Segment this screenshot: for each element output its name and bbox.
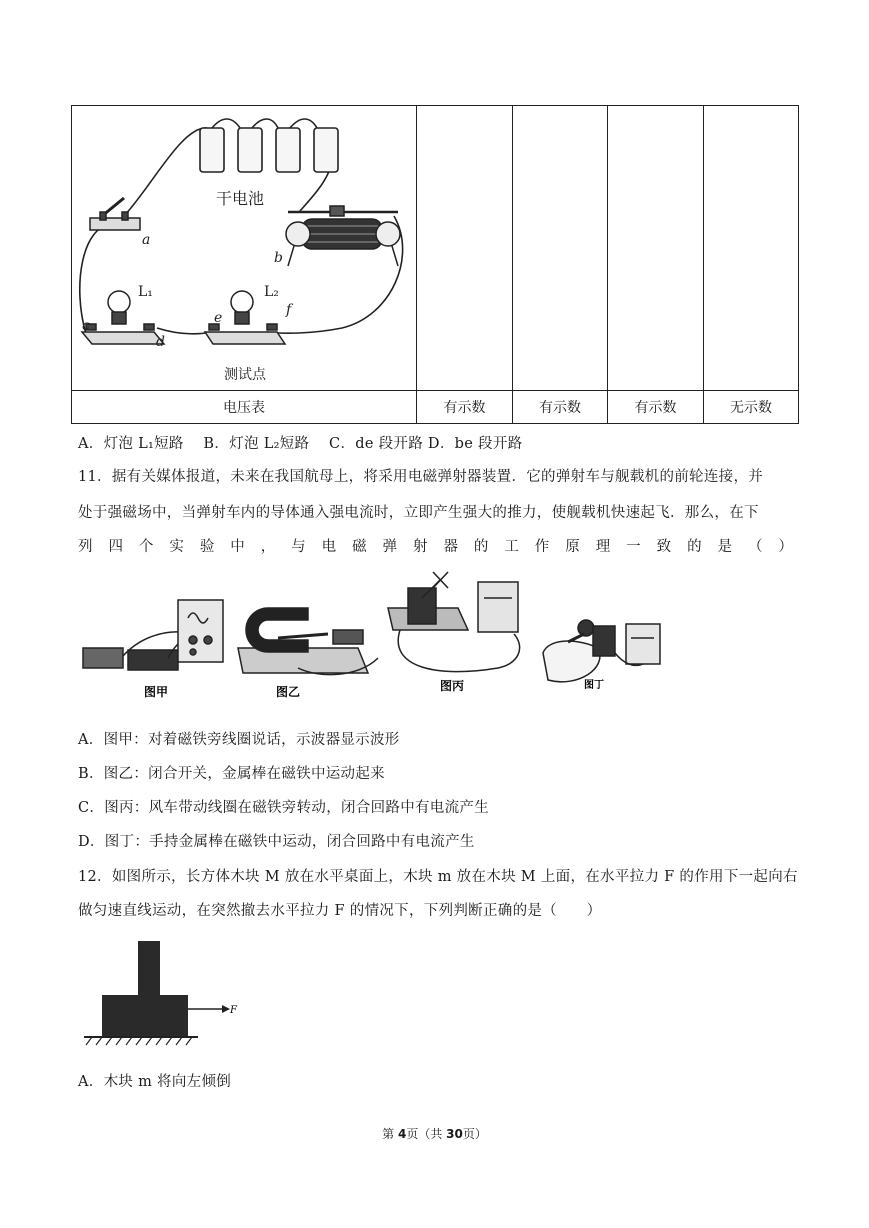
surface-hatching bbox=[86, 1037, 192, 1045]
battery-group bbox=[200, 128, 338, 172]
figure-label-yi: 图乙 bbox=[276, 685, 301, 699]
figure-label-bing: 图丙 bbox=[440, 679, 465, 693]
test-point-label: 测试点 bbox=[224, 367, 266, 383]
rheostat bbox=[286, 206, 400, 266]
q12-block-figure bbox=[80, 935, 250, 1050]
force-arrow-head bbox=[222, 1005, 230, 1013]
block-m-large bbox=[102, 995, 188, 1037]
lamp-l1-label: L₁ bbox=[138, 284, 153, 300]
point-c-label: c bbox=[82, 318, 90, 334]
empty-cell bbox=[417, 106, 513, 391]
circuit-diagram bbox=[72, 106, 416, 391]
q12-text-line1: 12．如图所示，长方体木块 M 放在水平桌面上，木块 m 放在木块 M 上面，在水平拉力 F 的作用下一起向右 bbox=[78, 869, 798, 885]
point-d-label: d bbox=[156, 334, 165, 350]
q11-figures bbox=[78, 568, 668, 713]
reading-cell: 无示数 bbox=[704, 391, 799, 424]
figure-label-ding: 图丁 bbox=[584, 680, 604, 691]
empty-cell bbox=[608, 106, 704, 391]
empty-cell bbox=[704, 106, 799, 391]
wire-lamps bbox=[157, 328, 212, 334]
wire-switch-battery bbox=[124, 128, 207, 216]
switch bbox=[90, 198, 140, 230]
figure-yi bbox=[238, 608, 378, 675]
q11-text-line3: 列 四 个 实 验 中 ， 与 电 磁 弹 射 器 的 工 作 原 理 一 致 的 是 （ ） bbox=[78, 539, 793, 555]
force-label: F bbox=[230, 1005, 237, 1016]
point-f-label: f bbox=[286, 302, 292, 318]
circuit-diagram-cell bbox=[72, 106, 417, 391]
page-number: 4 bbox=[397, 1127, 407, 1141]
figure-bing bbox=[388, 572, 520, 672]
circuit-table bbox=[71, 105, 799, 424]
q11-option-b: B．图乙：闭合开关，金属棒在磁铁中运动起来 bbox=[78, 766, 385, 782]
battery-label: 干电池 bbox=[216, 189, 265, 208]
reading-cell: 有示数 bbox=[608, 391, 704, 424]
q11-text-line1: 11．据有关媒体报道，未来在我国航母上，将采用电磁弹射器装置．它的弹射车与舰载机的前轮连接，并 bbox=[78, 469, 764, 485]
figure-ding bbox=[543, 620, 660, 682]
reading-cell: 有示数 bbox=[417, 391, 513, 424]
point-a-label: a bbox=[142, 232, 151, 248]
q12-text-line2: 做匀速直线运动，在突然撤去水平拉力 F 的情况下，下列判断正确的是（ ） bbox=[78, 903, 602, 919]
figure-jia bbox=[83, 600, 223, 670]
reading-cell: 有示数 bbox=[513, 391, 608, 424]
block-m-small bbox=[138, 941, 160, 997]
q11-option-a: A．图甲：对着磁铁旁线圈说话，示波器显示波形 bbox=[78, 732, 400, 748]
lamp-l2-label: L₂ bbox=[264, 284, 279, 300]
empty-cell bbox=[513, 106, 608, 391]
q11-text-line2: 处于强磁场中，当弹射车内的导体通入强电流时，立即产生强大的推力，使舰载机快速起飞．那么，在下 bbox=[78, 505, 759, 521]
q10-options: A．灯泡 L₁短路 B．灯泡 L₂短路 C．de 段开路 D．be 段开路 bbox=[78, 436, 523, 452]
point-b-label: b bbox=[274, 250, 283, 266]
q11-option-c: C．图丙：风车带动线圈在磁铁旁转动，闭合回路中有电流产生 bbox=[78, 800, 489, 816]
q12-option-a: A．木块 m 将向左倾倒 bbox=[78, 1074, 232, 1090]
page-total: 30 bbox=[446, 1127, 463, 1141]
point-e-label: e bbox=[214, 310, 223, 326]
row-header-voltmeter: 电压表 bbox=[72, 391, 417, 424]
page-footer: 第 4页（共 30页） bbox=[382, 1127, 487, 1141]
q11-option-d: D．图丁：手持金属棒在磁铁中运动，闭合回路中有电流产生 bbox=[78, 834, 475, 850]
figure-label-jia: 图甲 bbox=[144, 685, 169, 699]
